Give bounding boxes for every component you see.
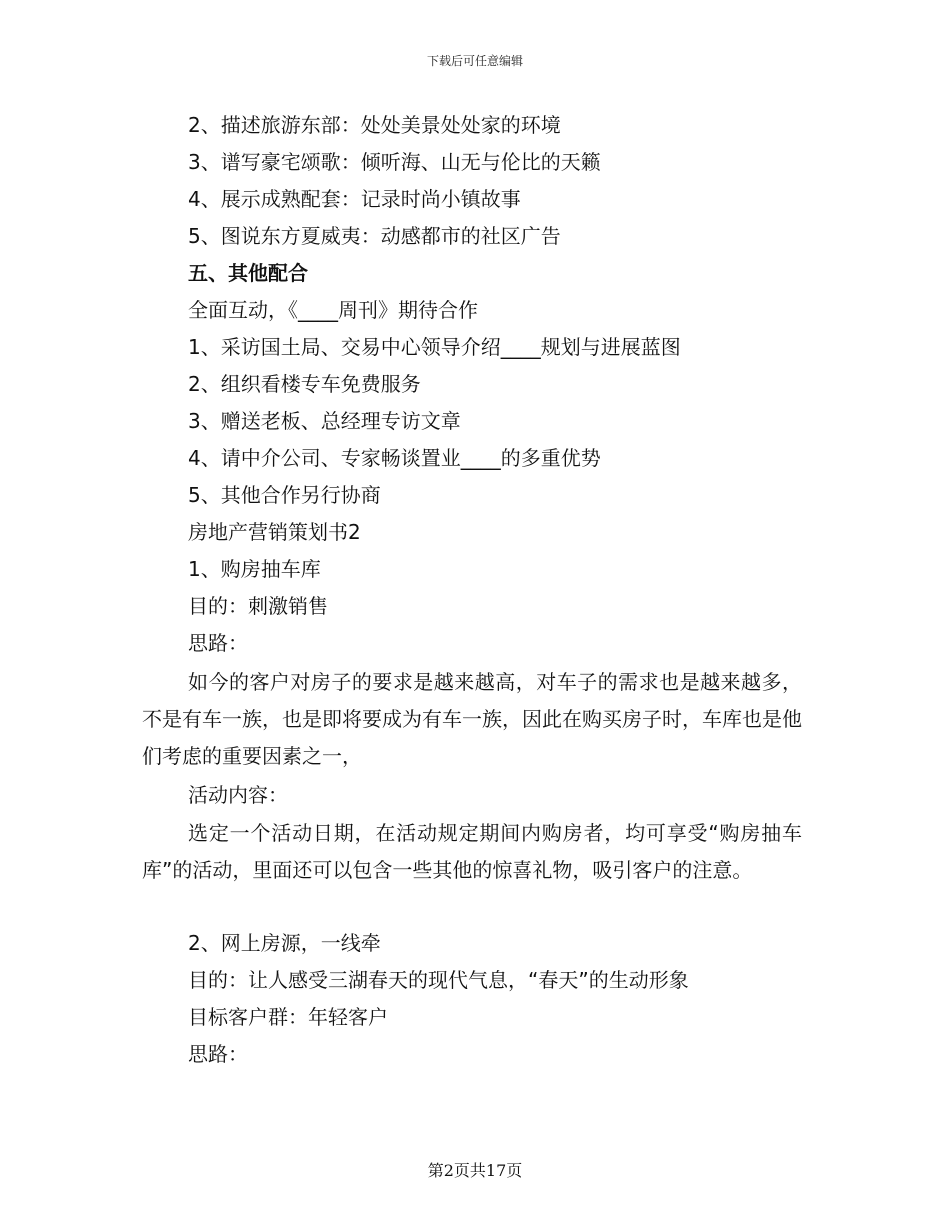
list-item: 5、其他合作另行协商 [188, 483, 381, 507]
list-item: 2、描述旅游东部：处处美景处处家的环境 [188, 113, 561, 137]
list-item: 5、图说东方夏威夷：动感都市的社区广告 [188, 224, 561, 248]
document-title: 房地产营销策划书2 [188, 520, 361, 544]
list-item: 4、展示成熟配套：记录时尚小镇故事 [188, 187, 521, 211]
paragraph-line: 目的：让人感受三湖春天的现代气息，“春天”的生动形象 [188, 968, 689, 992]
paragraph: 如今的客户对房子的要求是越来越高，对车子的需求也是越来越多，不是有车一族，也是即将要成为有车一族，因此在购买房子时，车库也是他们考虑的重要因素之一， [142, 670, 802, 768]
page-number: 第2页共17页 [427, 1161, 523, 1180]
list-item: 2、组织看楼专车免费服务 [188, 372, 421, 396]
paragraph-line: 活动内容： [188, 783, 288, 807]
paragraph: 选定一个活动日期，在活动规定期间内购房者，均可享受“购房抽车库”的活动，里面还可以包含一些其他的惊喜礼物，吸引客户的注意。 [142, 821, 802, 882]
paragraph-line: 目标客户群：年轻客户 [188, 1005, 388, 1029]
paragraph-line: 目的：刺激销售 [188, 594, 328, 618]
paragraph-line: 全面互动，《____周刊》期待合作 [188, 298, 478, 322]
paragraph-line: 思路： [188, 631, 248, 655]
section-heading: 五、其他配合 [188, 261, 308, 285]
list-item: 2、网上房源，一线牵 [188, 931, 381, 955]
list-item: 1、购房抽车库 [188, 557, 321, 581]
page-header: 下载后可任意编辑 [426, 54, 523, 68]
list-item: 3、赠送老板、总经理专访文章 [188, 409, 461, 433]
list-item: 4、请中介公司、专家畅谈置业____的多重优势 [188, 446, 601, 470]
paragraph-line: 思路： [188, 1042, 248, 1066]
list-item: 1、采访国土局、交易中心领导介绍____规划与进展蓝图 [188, 335, 681, 359]
list-item: 3、谱写豪宅颂歌：倾听海、山无与伦比的天籁 [188, 150, 601, 174]
